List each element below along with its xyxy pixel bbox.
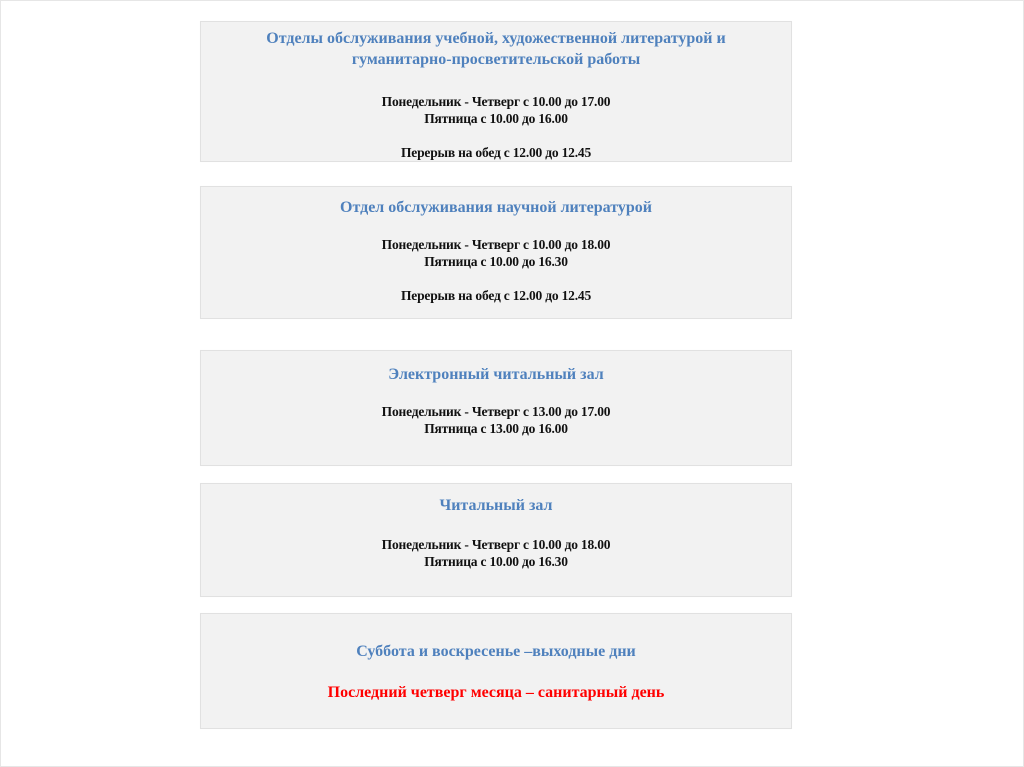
schedule-card-electronic-reading-room [200,350,792,466]
card-title [201,22,791,70]
card-title: Отдел обслуживания научной литературой [340,199,652,216]
hours-block [201,403,791,437]
sanitary-day-note: Последний четверг месяца – санитарный день [327,684,665,701]
card-title-line-1: Отделы обслуживания учебной, художественной литературой и [266,30,726,47]
lunch-break: Перерыв на обед с 12.00 до 12.45 [401,288,591,303]
hours-block [201,536,791,570]
days-off-title: Суббота и воскресенье –выходные дни [356,643,636,660]
hours-block [201,93,791,127]
schedule-card-reading-room [200,483,792,597]
lunch-break: Перерыв на обед с 12.00 до 12.45 [401,145,591,160]
schedule-card-educational-departments [200,21,792,162]
schedule-card-scientific-literature [200,186,792,319]
weekday-hours: Понедельник - Четверг с 13.00 до 17.00 [381,404,611,419]
card-title-line-2: гуманитарно-просветительской работы [351,51,641,68]
weekday-hours: Понедельник - Четверг с 10.00 до 17.00 [381,94,611,109]
card-title: Читальный зал [439,497,553,514]
friday-hours: Пятница с 13.00 до 16.00 [424,421,568,436]
friday-hours: Пятница с 10.00 до 16.30 [424,554,568,569]
weekday-hours: Понедельник - Четверг с 10.00 до 18.00 [381,237,611,252]
friday-hours: Пятница с 10.00 до 16.00 [424,111,568,126]
hours-block [201,236,791,270]
weekday-hours: Понедельник - Четверг с 10.00 до 18.00 [381,537,611,552]
schedule-card-days-off [200,613,792,729]
card-title: Электронный читальный зал [388,366,604,383]
friday-hours: Пятница с 10.00 до 16.30 [424,254,568,269]
